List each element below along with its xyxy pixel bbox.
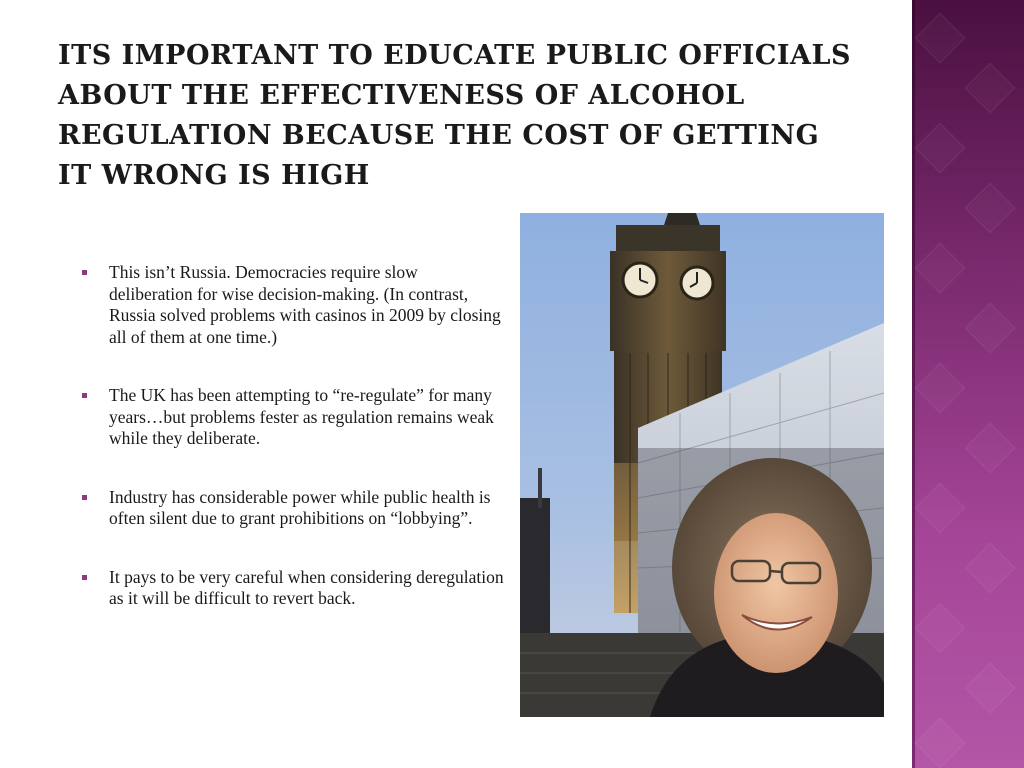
decorative-side-band bbox=[912, 0, 1024, 768]
bullet-item bbox=[80, 567, 505, 610]
pattern-tile bbox=[915, 483, 966, 534]
face bbox=[714, 513, 838, 673]
pattern-tile bbox=[915, 243, 966, 294]
bullet-item bbox=[80, 487, 505, 530]
pattern-tile bbox=[965, 663, 1016, 714]
bullet-text: The UK has been attempting to “re-regulate” for many years…but problems fester as regulation remains weak while they deliberate. bbox=[109, 385, 494, 448]
pattern-tile bbox=[965, 423, 1016, 474]
bullet-item bbox=[80, 385, 505, 450]
bullet-marker-icon bbox=[82, 575, 87, 580]
bullet-text: It pays to be very careful when considering deregulation as it will be difficult to revert back. bbox=[109, 566, 504, 608]
flagpole bbox=[538, 468, 542, 508]
bullet-marker-icon bbox=[82, 270, 87, 275]
bullet-marker-icon bbox=[82, 495, 87, 500]
side-band-edge bbox=[912, 0, 915, 768]
pattern-tile bbox=[915, 603, 966, 654]
slide-title: ITS IMPORTANT TO EDUCATE PUBLIC OFFICIALS ABOUT THE EFFECTIVENESS OF ALCOHOL REGULATION BECAUSE THE COST OF GETTING IT WRONG IS HIGH bbox=[58, 40, 851, 191]
pattern-tile bbox=[965, 183, 1016, 234]
pattern-tile bbox=[965, 63, 1016, 114]
pattern-tile bbox=[915, 718, 966, 768]
clock-stage bbox=[610, 251, 726, 351]
bullet-marker-icon bbox=[82, 393, 87, 398]
photo-big-ben-portrait bbox=[520, 213, 884, 717]
bullet-list bbox=[80, 262, 505, 647]
pattern-tile bbox=[965, 543, 1016, 594]
pattern-tile bbox=[965, 303, 1016, 354]
tower-belfry bbox=[616, 225, 720, 255]
bullet-text: This isn’t Russia. Democracies require slow deliberation for wise decision-making. (In contrast, Russia solved problems with casinos in 2009 by closing all of them at one time.) bbox=[109, 262, 501, 347]
pattern-tile bbox=[915, 123, 966, 174]
bullet-text: Industry has considerable power while public health is often silent due to grant prohibitions on “lobbying”. bbox=[109, 486, 491, 528]
bullet-item bbox=[80, 262, 505, 348]
photo-illustration bbox=[520, 213, 884, 717]
pattern-tile bbox=[915, 363, 966, 414]
tower-spire bbox=[664, 213, 700, 225]
pattern-tile bbox=[915, 13, 966, 64]
